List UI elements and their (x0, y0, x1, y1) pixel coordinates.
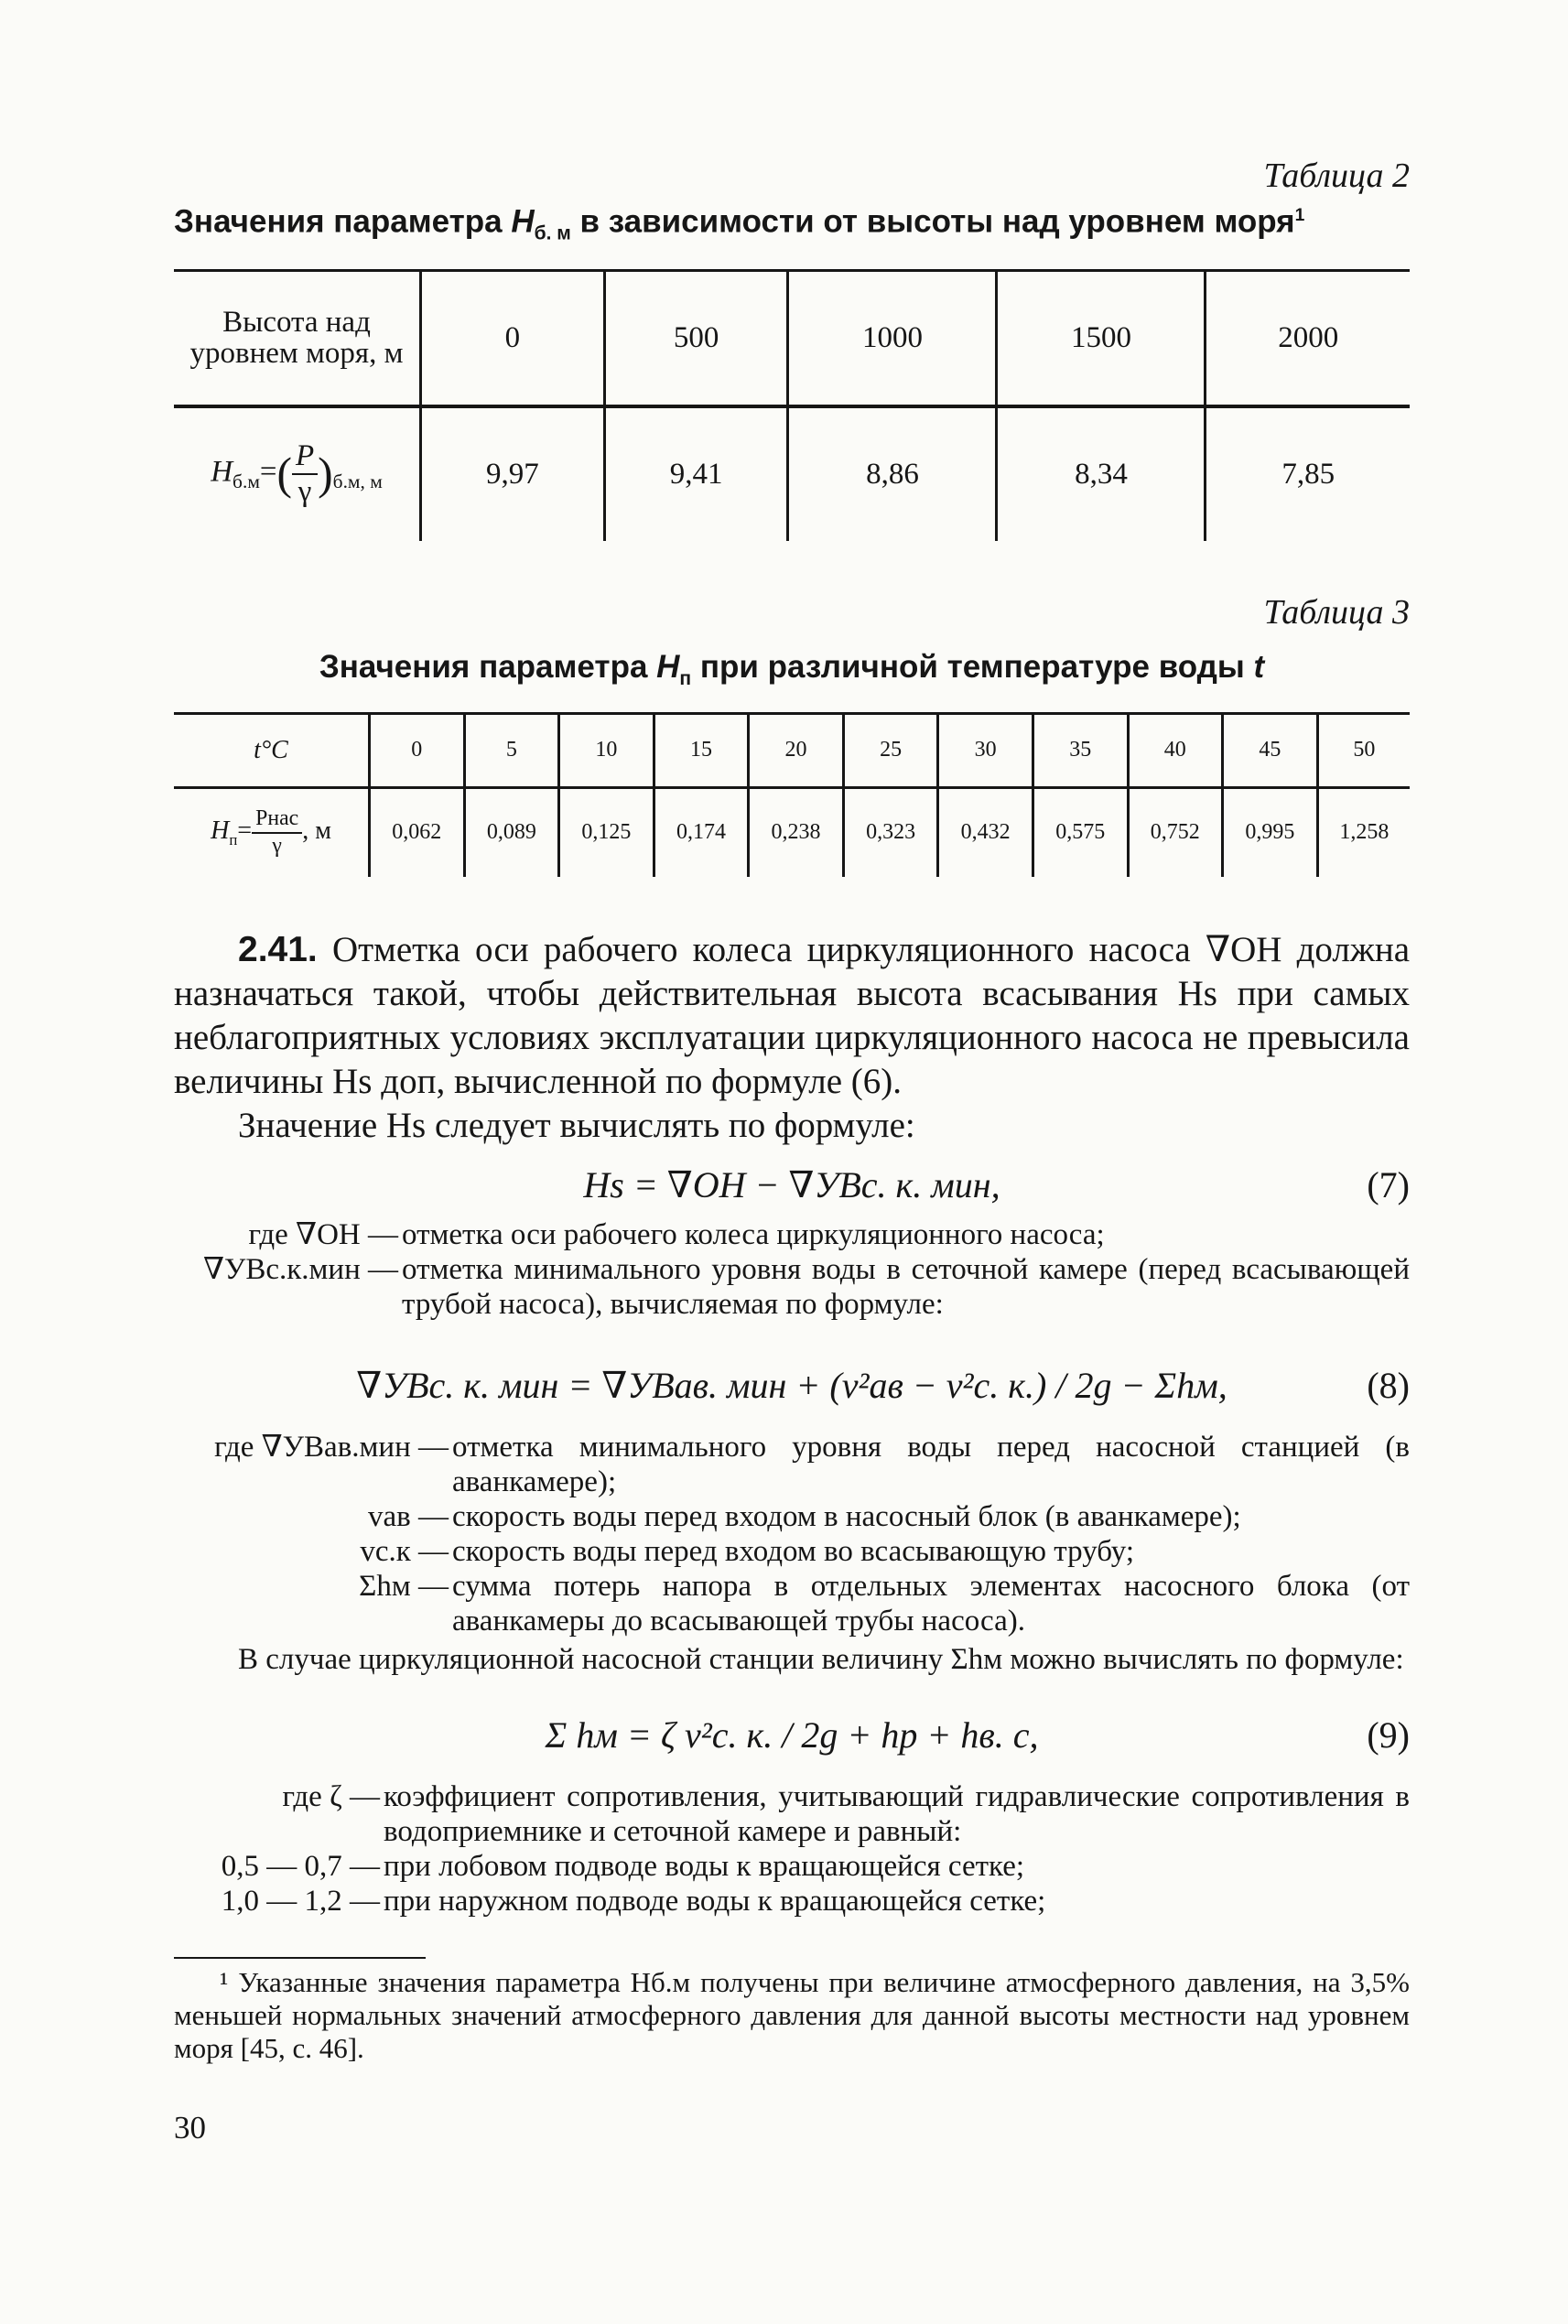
legend-row (174, 1849, 1410, 1884)
section-paragraph-3: В случае циркуляционной насосной станции величину Σhм можно вычислять по формуле: (238, 1642, 1404, 1676)
legend-row (174, 1884, 1410, 1919)
table3-cell: 0,752 (1128, 787, 1223, 877)
table3-cell: 50 (1317, 713, 1410, 787)
legend-description: при наружном подводе воды к вращающейся сетке; (384, 1884, 1046, 1918)
legend-row (174, 1569, 1410, 1638)
legend-description: скорость воды перед входом во всасывающую трубу; (452, 1534, 1135, 1568)
legend-row (174, 1430, 1410, 1499)
legend-row (174, 1534, 1410, 1569)
table3-cell: 0,432 (938, 787, 1033, 877)
legend-term: 1,0 — 1,2 — (221, 1884, 380, 1918)
legend-description: сумма потерь напора в отдельных элементах насосного блока (от аванкамеры до всасывающей трубы насоса). (452, 1569, 1410, 1638)
table3-cell: 0,575 (1033, 787, 1128, 877)
table3-cell: 35 (1033, 713, 1128, 787)
legend-row (174, 1779, 1410, 1849)
formula-9: Σ hм = ζ v²с. к. / 2g + hр + hв. с, (9) (545, 1713, 1410, 1756)
table3-cell: 0,125 (559, 787, 654, 877)
legend-description: при лобовом подводе воды к вращающейся сетке; (384, 1849, 1025, 1883)
table3-cell: 1,258 (1317, 787, 1410, 877)
table3-number: Таблица 3 (1263, 592, 1410, 632)
table3-cell: 0,238 (749, 787, 844, 877)
table3-title: Значения параметра $H_п$ при различной температуре воды t (319, 648, 1265, 689)
legend-term: vс.к — (360, 1534, 449, 1568)
table2-cell: 8,34 (997, 406, 1206, 541)
legend-term: vав — (368, 1499, 449, 1533)
table3-cell: 0 (370, 713, 465, 787)
table2-cell: 9,41 (604, 406, 788, 541)
table3-row-header-param: $H_п=$ $\frac{\text{Pнас}}{\gamma}$ , м (211, 805, 331, 858)
table3-cell: 0,062 (370, 787, 465, 877)
footnote: ¹ Указанные значения параметра Hб.м получены при величине атмосферного давления, на 3,5% меньшей нормальных значений атмосферного давления для данной высоты местности над уровнем моря [45, с. 46]. (174, 1965, 1410, 2064)
legend-term: Σhм — (359, 1569, 449, 1603)
legend-description: отметка оси рабочего колеса циркуляционного насоса; (402, 1217, 1105, 1251)
legend-row (174, 1217, 1410, 1252)
table3-cell: 15 (654, 713, 749, 787)
legend-term: 0,5 — 0,7 — (221, 1849, 380, 1883)
table2-cell: 0 (421, 270, 605, 406)
formula-9-legend (174, 1779, 1410, 1919)
legend-term: где ∇УВав.мин — (214, 1430, 449, 1464)
section-paragraph-1: 2.41. Отметка оси рабочего колеса циркуляционного насоса ∇ОН должна назначаться такой, чтобы действительная высота всасывания Hs при самых неблагоприятных условиях эксплуатации циркуляционного насоса не превысила величины Hs доп, вычисленной по формуле (6). (174, 929, 1410, 1101)
legend-term: где ζ — (282, 1779, 380, 1813)
legend-term: где ∇ОН — (248, 1217, 398, 1251)
legend-description: отметка минимального уровня воды в сеточной камере (перед всасывающей трубой насоса), вычисляемая по формуле: (402, 1252, 1410, 1321)
table3-row-header-temp: t°C (254, 735, 288, 764)
table2-cell: 8,86 (788, 406, 997, 541)
legend-description: коэффициент сопротивления, учитывающий гидравлические сопротивления в водоприемнике и сеточной камере и равный: (384, 1779, 1410, 1848)
table2-cell: 7,85 (1206, 406, 1410, 541)
table3-cell: 0,323 (843, 787, 938, 877)
legend-description: отметка минимального уровня воды перед насосной станцией (в аванкамере); (452, 1430, 1410, 1498)
formula-8-legend (174, 1430, 1410, 1638)
formula-7-legend (174, 1217, 1410, 1322)
table3-cell: 30 (938, 713, 1033, 787)
formula-7: Hs = ∇OH − ∇УВс. к. мин, (7) (583, 1163, 1410, 1205)
table3-cell: 20 (749, 713, 844, 787)
page-content (174, 156, 1410, 2065)
table3-cell: 0,995 (1223, 787, 1318, 877)
formula-8: ∇УВс. к. мин = ∇УВав. мин + (v²ав − v²с. к.) / 2g − Σhм, (8) (356, 1364, 1410, 1406)
table3-cell: 45 (1223, 713, 1318, 787)
table3-cell: 0,174 (654, 787, 749, 877)
table3-cell: 25 (843, 713, 938, 787)
table3-cell: 5 (464, 713, 559, 787)
legend-row (174, 1499, 1410, 1534)
legend-description: скорость воды перед входом в насосный блок (в аванкамере); (452, 1499, 1241, 1533)
table2-cell: 500 (604, 270, 788, 406)
page-number: 30 (174, 2110, 206, 2146)
legend-row (174, 1252, 1410, 1322)
table2-cell: 1000 (788, 270, 997, 406)
table2-row-header-height: Высота над уровнем моря, м (189, 306, 404, 371)
table3-cell: 0,089 (464, 787, 559, 877)
table2-cell: 2000 (1206, 270, 1410, 406)
table2-row-header-param: $H_{б.м}=$( $\frac{P}{\gamma}$ )$_{б.м, м}$ (211, 439, 383, 509)
table2-cell: 9,97 (421, 406, 605, 541)
table2 (174, 269, 1410, 541)
table2-number: Таблица 2 (1263, 157, 1410, 195)
table2-title: Значения параметра $H_{б. м}$ в зависимости от высоты над уровнем моря$^1$ (174, 203, 1305, 244)
table3-cell: 40 (1128, 713, 1223, 787)
footnote-divider (174, 1957, 426, 1959)
table2-cell: 1500 (997, 270, 1206, 406)
section-paragraph-2: Значение Hs следует вычислять по формуле: (238, 1105, 915, 1145)
legend-term: ∇УВс.к.мин — (202, 1252, 398, 1286)
table3-cell: 10 (559, 713, 654, 787)
table3 (174, 712, 1410, 877)
